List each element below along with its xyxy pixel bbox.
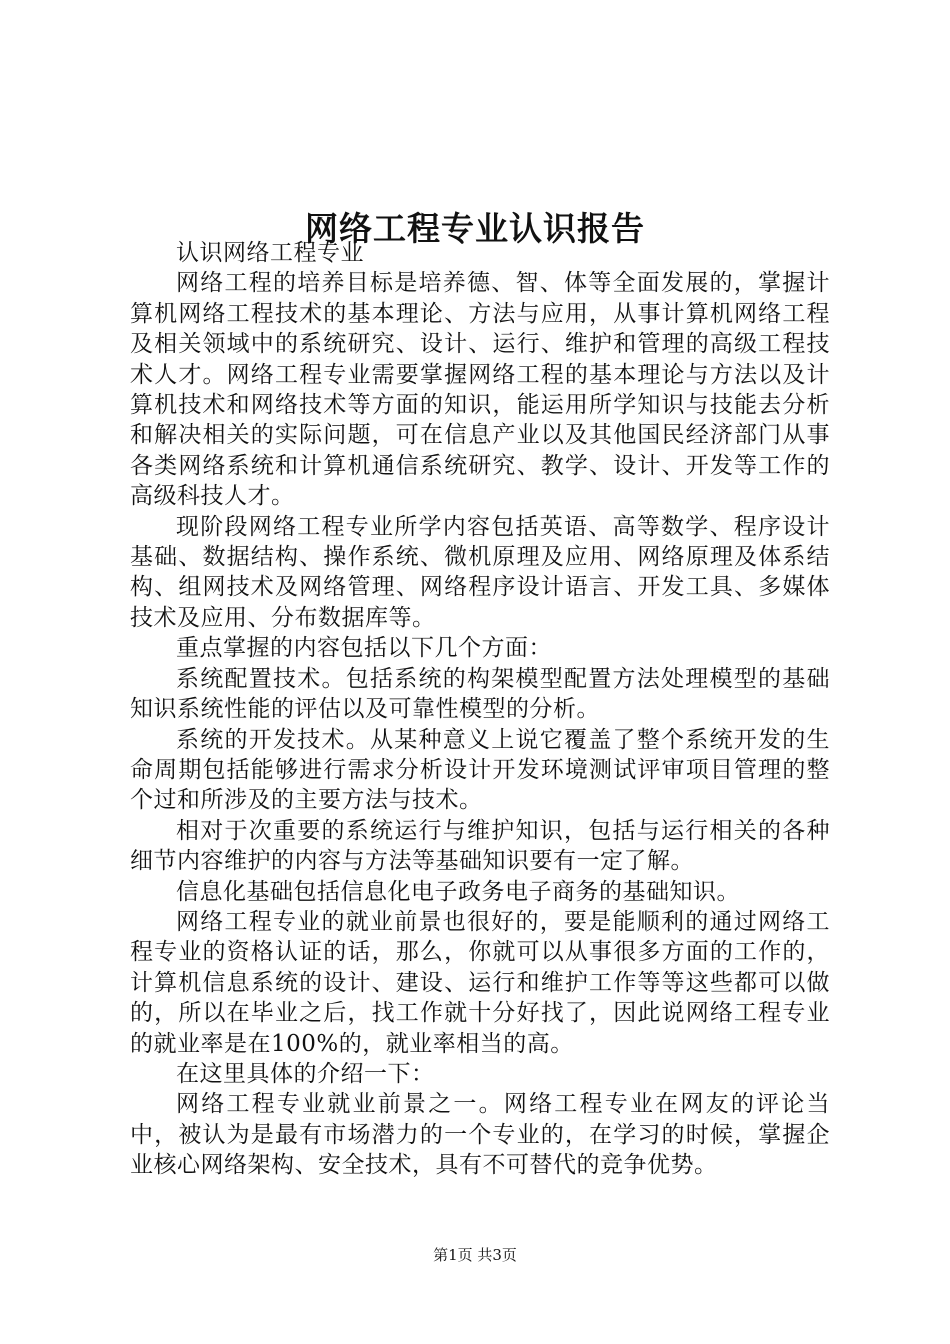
paragraph: 相对于次重要的系统运行与维护知识，包括与运行相关的各种细节内容维护的内容与方法等基础知识要有一定了解。 (130, 817, 830, 875)
paragraph: 网络工程专业的就业前景也很好的，要是能顺利的通过网络工程专业的资格认证的话，那么，你就可以从事很多方面的工作的，计算机信息系统的设计、建设、运行和维护工作等等这些都可以做的，所以在毕业之后，找工作就十分好找了，因此说网络工程专业的就业率是在100%的，就业率相当的高。 (130, 908, 830, 1057)
paragraph: 认识网络工程专业 (176, 240, 364, 266)
paragraph: 信息化基础包括信息化电子政务电子商务的基础知识。 (176, 878, 740, 905)
page-number-footer: 第1页 共3页 (433, 1246, 517, 1264)
paragraph: 重点掌握的内容包括以下几个方面： (176, 635, 552, 662)
paragraph: 系统的开发技术。从某种意义上说它覆盖了整个系统开发的生命周期包括能够进行需求分析设计开发环境测试评审项目管理的整个过和所涉及的主要方法与技术。 (130, 726, 830, 814)
paragraph: 网络工程的培养目标是培养德、智、体等全面发展的，掌握计算机网络工程技术的基本理论、方法与应用，从事计算机网络工程及相关领域中的系统研究、设计、运行、维护和管理的高级工程技术人才。网络工程专业需要掌握网络工程的基本理论与方法以及计算机技术和网络技术等方面的知识，能运用所学知识与技能去分析和解决相关的实际问题，可在信息产业以及其他国民经济部门从事各类网络系统和计算机通信系统研究、教学、设计、开发等工作的高级科技人才。 (130, 270, 830, 510)
document-body (130, 238, 830, 1181)
paragraph: 在这里具体的介绍一下： (176, 1060, 435, 1087)
paragraph: 网络工程专业就业前景之一。网络工程专业在网友的评论当中，被认为是最有市场潜力的一个专业的，在学习的时候，掌握企业核心网络架构、安全技术，具有不可替代的竞争优势。 (130, 1091, 830, 1179)
paragraph: 系统配置技术。包括系统的构架模型配置方法处理模型的基础知识系统性能的评估以及可靠性模型的分析。 (130, 665, 830, 723)
document-title: 网络工程专业认识报告 (305, 209, 645, 249)
paragraph: 现阶段网络工程专业所学内容包括英语、高等数学、程序设计基础、数据结构、操作系统、微机原理及应用、网络原理及体系结构、组网技术及网络管理、网络程序设计语言、开发工具、多媒体技术及应用、分布数据库等。 (130, 513, 830, 631)
